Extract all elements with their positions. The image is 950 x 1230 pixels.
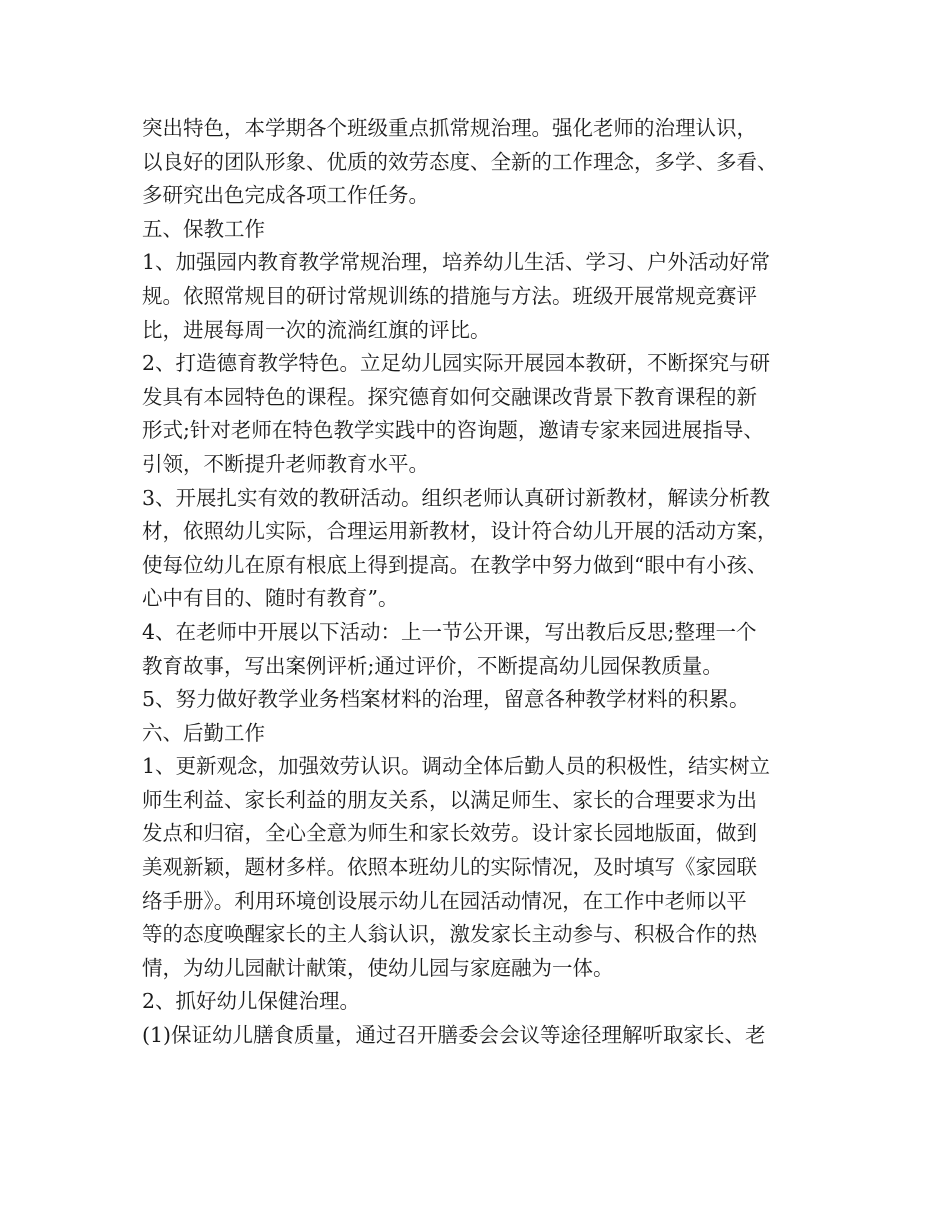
text-line-26: 情，为幼儿园献计献策，使幼儿园与家庭融为一体。 — [142, 955, 614, 980]
text-line-2: 以良好的团队形象、优质的效劳态度、全新的工作理念，多学、多看、 — [142, 149, 778, 174]
text-line-7: 比，进展每周一次的流淌红旗的评比。 — [142, 317, 491, 342]
text-line-1: 突出特色，本学期各个班级重点抓常规治理。强化老师的治理认识， — [142, 116, 757, 140]
text-line-16: 4、在老师中开展以下活动：上一节公开课，写出教后反思;整理一个 — [142, 619, 757, 644]
text-line-9: 发具有本园特色的课程。探究德育如何交融课改背景下教育课程的新 — [142, 384, 757, 409]
text-line-5: 1、加强园内教育教学常规治理，培养幼儿生活、学习、户外活动好常 — [142, 250, 771, 275]
text-line-17: 教育故事，写出案例评析;通过评价，不断提高幼儿园保教质量。 — [142, 653, 723, 678]
section-heading-5: 五、保教工作 — [142, 216, 265, 241]
text-line-22: 发点和归宿，全心全意为师生和家长效劳。设计家长园地版面，做到 — [142, 821, 757, 846]
text-line-15: 心中有目的、随时有教育”。 — [142, 586, 399, 611]
text-line-12: 3、开展扎实有效的教研活动。组织老师认真研讨新教材，解读分析教 — [142, 485, 771, 510]
text-line-20: 1、更新观念，加强效劳认识。调动全体后勤人员的积极性，结实树立 — [142, 754, 771, 779]
text-line-25: 等的态度唤醒家长的主人翁认识，激发家长主动参与、积极合作的热 — [142, 922, 757, 947]
text-line-27: 2、抓好幼儿保健治理。 — [142, 989, 361, 1014]
text-line-24: 络手册》。利用环境创设展示幼儿在园活动情况，在工作中老师以平 — [142, 888, 747, 913]
text-line-10: 形式;针对老师在特色教学实践中的咨询题，邀请专家来园进展指导、 — [142, 418, 764, 443]
document-body — [142, 112, 832, 1053]
text-line-23: 美观新颖，题材多样。依照本班幼儿的实际情况，及时填写《家园联 — [142, 855, 757, 880]
text-line-8: 2、打造德育教学特色。立足幼儿园实际开展园本教研，不断探究与研 — [142, 351, 771, 376]
text-line-11: 引领，不断提升老师教育水平。 — [142, 451, 429, 476]
text-line-21: 师生利益、家长利益的朋友关系，以满足师生、家长的合理要求为出 — [142, 787, 757, 812]
section-heading-6: 六、后勤工作 — [142, 720, 265, 745]
text-line-13: 材，依照幼儿实际，合理运用新教材，设计符合幼儿开展的活动方案， — [142, 519, 778, 544]
text-line-18: 5、努力做好教学业务档案材料的治理，留意各种教学材料的积累。 — [142, 687, 750, 712]
text-line-28: (1)保证幼儿膳食质量，通过召开膳委会会议等途径理解听取家长、老 — [142, 1023, 766, 1048]
text-line-3: 多研究出色完成各项工作任务。 — [142, 183, 429, 208]
text-line-6: 规。依照常规目的研讨常规训练的措施与方法。班级开展常规竞赛评 — [142, 283, 757, 308]
text-line-14: 使每位幼儿在原有根底上得到提高。在教学中努力做到“眼中有小孩、 — [142, 552, 768, 577]
